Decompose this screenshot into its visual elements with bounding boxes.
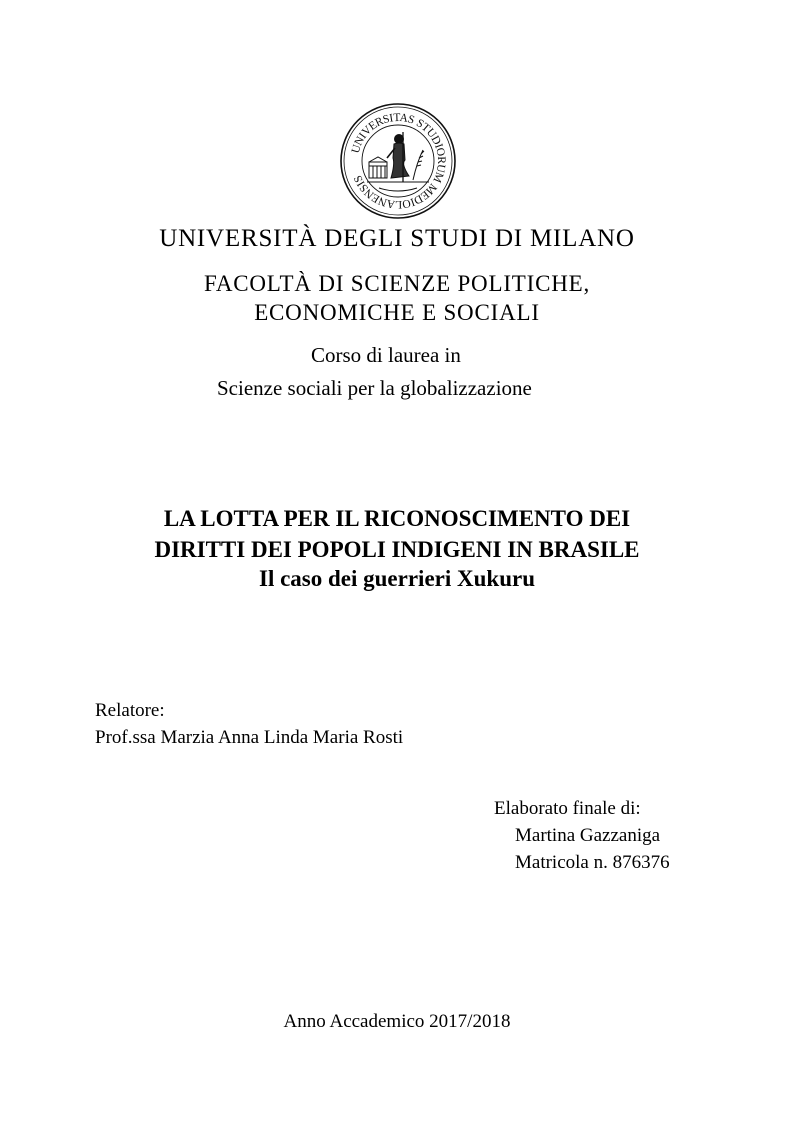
supervisor-label: Relatore: — [95, 700, 165, 721]
academic-year: Anno Accademico 2017/2018 — [283, 1011, 511, 1032]
course-label: Corso di laurea in — [311, 343, 461, 367]
course-name: Scienze sociali per la globalizzazione — [217, 376, 532, 400]
thesis-subtitle: Il caso dei guerrieri Xukuru — [259, 566, 535, 591]
university-name: UNIVERSITÀ DEGLI STUDI DI MILANO — [159, 225, 635, 252]
thesis-title-line1: LA LOTTA PER IL RICONOSCIMENTO DEI — [163, 506, 631, 531]
faculty-name-line1: FACOLTÀ DI SCIENZE POLITICHE, — [203, 271, 591, 296]
author-label: Elaborato finale di: — [494, 798, 641, 819]
author-name: Martina Gazzaniga — [515, 825, 661, 846]
svg-text:UNIVERSITAS STUDIORUM MEDIOLAN: UNIVERSITAS STUDIORUM MEDIOLANENSIS — [349, 111, 448, 211]
author-matricola: Matricola n. 876376 — [515, 852, 670, 873]
faculty-name-line2: ECONOMICHE E SOCIALI — [254, 300, 540, 325]
supervisor-name: Prof.ssa Marzia Anna Linda Maria Rosti — [95, 727, 404, 748]
university-seal-icon — [339, 102, 457, 220]
thesis-title-line2: DIRITTI DEI POPOLI INDIGENI IN BRASILE — [154, 537, 640, 562]
